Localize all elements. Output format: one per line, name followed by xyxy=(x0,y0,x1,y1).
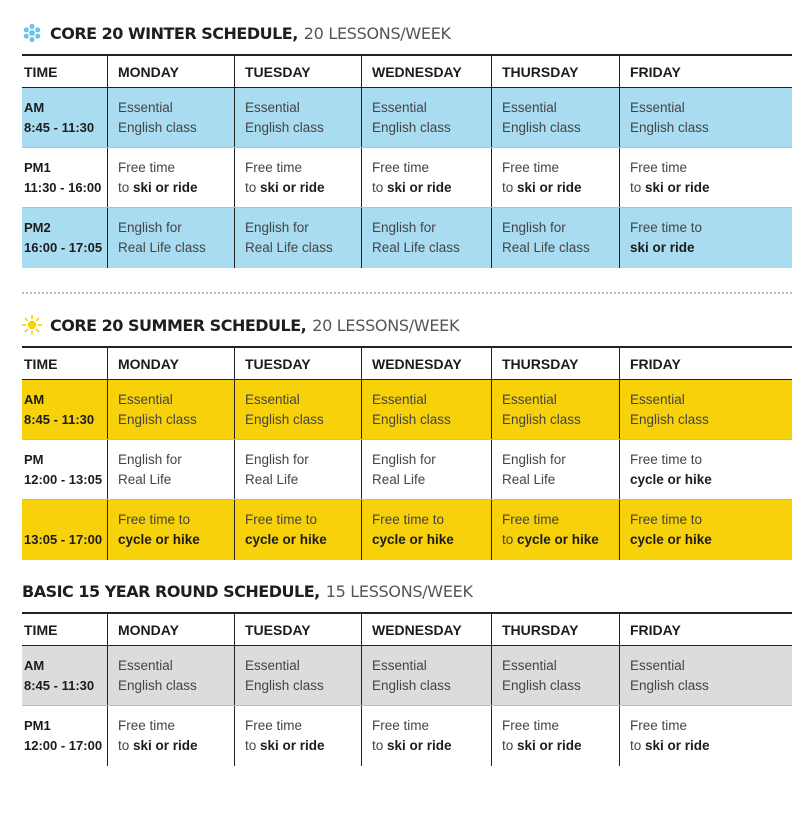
activity-highlight: cycle or hike xyxy=(630,532,712,547)
period-label: AM xyxy=(24,391,45,407)
schedule-cell xyxy=(620,646,792,705)
activity-line xyxy=(245,178,361,198)
activity-line: English class xyxy=(502,411,581,427)
activity-line xyxy=(502,736,619,756)
activity-line xyxy=(630,530,792,550)
schedule-cell xyxy=(362,500,492,560)
schedule-cell xyxy=(620,148,792,207)
schedule-cell xyxy=(108,148,235,207)
table-header-row xyxy=(22,612,792,646)
period-label: PM1 xyxy=(24,159,51,175)
schedule-cell xyxy=(235,380,362,439)
activity-line xyxy=(630,178,792,198)
time-range: 8:45 - 11:30 xyxy=(24,411,95,427)
time-range: 11:30 - 16:00 xyxy=(24,179,102,195)
time-range: 12:00 - 13:05 xyxy=(24,471,103,487)
activity-line: Real Life xyxy=(502,471,556,487)
activity-highlight: ski or ride xyxy=(517,179,582,195)
winter-schedule-table xyxy=(22,54,792,268)
period-label: PM2 xyxy=(24,220,51,235)
table-row xyxy=(22,500,792,560)
activity-line: Free time xyxy=(630,159,688,175)
activity-line: Essential xyxy=(502,391,557,407)
activity-line: Real Life xyxy=(245,471,299,487)
activity-highlight: ski or ride xyxy=(517,738,582,753)
time-range: 13:05 - 17:00 xyxy=(24,532,103,547)
activity-line: Essential xyxy=(630,391,685,407)
schedule-cell xyxy=(620,500,792,560)
activity-line: English class xyxy=(245,411,324,427)
activity-line: Free time to xyxy=(372,512,445,527)
schedule-cell xyxy=(620,706,792,766)
activity-line xyxy=(245,530,361,550)
summer-schedule-table xyxy=(22,346,792,560)
activity-line: Essential xyxy=(630,657,685,673)
activity-line: English for xyxy=(502,220,566,235)
schedule-cell xyxy=(235,646,362,705)
activity-line: English for xyxy=(245,451,309,467)
activity-line: Free time to xyxy=(118,512,191,527)
activity-prefix: to xyxy=(502,179,518,195)
schedule-cell xyxy=(620,208,792,268)
table-row xyxy=(22,88,792,148)
activity-line: Free time xyxy=(372,718,430,733)
activity-line xyxy=(502,530,619,550)
activity-line: Real Life xyxy=(372,471,426,487)
activity-line: English for xyxy=(372,220,436,235)
summer-title: CORE 20 SUMMER SCHEDULE, xyxy=(50,315,307,335)
activity-line: Essential xyxy=(118,391,173,407)
activity-line: Essential xyxy=(372,99,427,115)
basic-heading xyxy=(22,578,473,604)
table-row xyxy=(22,646,792,706)
activity-line xyxy=(118,178,234,198)
column-header: TUESDAY xyxy=(235,348,362,379)
activity-line: English class xyxy=(630,677,709,693)
table-row xyxy=(22,380,792,440)
schedule-cell xyxy=(620,440,792,499)
period-label: AM xyxy=(24,657,45,673)
activity-line: English for xyxy=(118,220,182,235)
schedule-cell xyxy=(362,646,492,705)
activity-line: Free time to xyxy=(630,220,703,235)
activity-line: English class xyxy=(118,411,197,427)
activity-line: English class xyxy=(372,119,451,135)
activity-line: Real Life class xyxy=(245,240,333,255)
activity-highlight: ski or ride xyxy=(645,738,710,753)
activity-line: English class xyxy=(502,677,581,693)
schedule-cell xyxy=(108,440,235,499)
activity-prefix: to xyxy=(245,179,261,195)
schedule-cell xyxy=(492,440,620,499)
schedule-cell xyxy=(362,380,492,439)
activity-prefix: to xyxy=(502,532,518,547)
schedule-cell xyxy=(492,208,620,268)
activity-line: Free time xyxy=(245,159,303,175)
schedule-cell xyxy=(492,88,620,147)
activity-highlight: ski or ride xyxy=(133,738,198,753)
schedule-cell xyxy=(492,706,620,766)
activity-highlight: ski or ride xyxy=(387,738,452,753)
schedule-cell xyxy=(108,500,235,560)
activity-line xyxy=(372,178,491,198)
activity-line: Real Life class xyxy=(372,240,460,255)
column-header: MONDAY xyxy=(108,348,235,379)
activity-line: Essential xyxy=(372,391,427,407)
time-range: 8:45 - 11:30 xyxy=(24,119,95,135)
activity-line: Free time xyxy=(502,512,560,527)
section-divider xyxy=(22,292,792,294)
period-label: AM xyxy=(24,99,45,115)
activity-highlight: ski or ride xyxy=(387,179,452,195)
activity-line: English for xyxy=(245,220,309,235)
activity-line: Free time xyxy=(630,718,688,733)
column-header: THURSDAY xyxy=(492,56,620,87)
schedule-cell xyxy=(492,500,620,560)
activity-highlight: cycle or hike xyxy=(245,532,327,547)
basic-title: BASIC 15 YEAR ROUND SCHEDULE, xyxy=(22,581,320,601)
activity-line: English class xyxy=(118,677,197,693)
schedule-cell xyxy=(620,380,792,439)
time-cell xyxy=(22,208,108,268)
activity-line: Free time xyxy=(118,718,176,733)
time-cell xyxy=(22,500,108,560)
activity-line: Free time xyxy=(502,159,560,175)
activity-highlight: ski or ride xyxy=(630,240,695,255)
table-header-row xyxy=(22,54,792,88)
activity-line xyxy=(372,736,491,756)
activity-line: Essential xyxy=(245,99,300,115)
time-range: 16:00 - 17:05 xyxy=(24,240,103,255)
schedule-cell xyxy=(492,148,620,207)
activity-line: English class xyxy=(245,677,324,693)
column-header: TIME xyxy=(22,56,108,87)
activity-line xyxy=(630,736,792,756)
activity-line: Real Life class xyxy=(118,240,206,255)
activity-line: English class xyxy=(118,119,197,135)
summer-heading xyxy=(22,312,459,338)
activity-line: Essential xyxy=(502,99,557,115)
schedule-cell xyxy=(620,88,792,147)
activity-highlight: ski or ride xyxy=(645,179,710,195)
sun-icon xyxy=(22,315,42,335)
activity-line: English class xyxy=(372,677,451,693)
activity-highlight: ski or ride xyxy=(260,179,325,195)
period-label xyxy=(24,510,107,530)
schedule-cell xyxy=(235,208,362,268)
activity-line xyxy=(372,530,491,550)
activity-line: Essential xyxy=(118,99,173,115)
column-header: FRIDAY xyxy=(630,355,681,372)
activity-line xyxy=(118,736,234,756)
basic-schedule-table xyxy=(22,612,792,766)
time-cell xyxy=(22,148,108,207)
activity-line: English for xyxy=(502,451,566,467)
time-range: 12:00 - 17:00 xyxy=(24,738,103,753)
column-header: FRIDAY xyxy=(630,63,681,80)
activity-prefix: to xyxy=(372,738,388,753)
activity-line: English class xyxy=(630,411,709,427)
winter-subtitle: 20 LESSONS/WEEK xyxy=(303,23,451,43)
table-row xyxy=(22,440,792,500)
period-label: PM1 xyxy=(24,718,51,733)
activity-line: Free time to xyxy=(245,512,318,527)
activity-highlight: cycle or hike xyxy=(372,532,454,547)
activity-line xyxy=(245,736,361,756)
activity-highlight: ski or ride xyxy=(260,738,325,753)
activity-line: English class xyxy=(630,119,709,135)
activity-line: English for xyxy=(372,451,436,467)
activity-line: Real Life class xyxy=(502,240,590,255)
table-row xyxy=(22,706,792,766)
winter-title: CORE 20 WINTER SCHEDULE, xyxy=(50,23,298,43)
table-row xyxy=(22,148,792,208)
activity-line: Essential xyxy=(630,99,685,115)
activity-line: Essential xyxy=(372,657,427,673)
column-header: MONDAY xyxy=(108,56,235,87)
column-header: MONDAY xyxy=(108,614,235,645)
schedule-cell xyxy=(362,148,492,207)
schedule-cell xyxy=(108,88,235,147)
activity-line: Free time xyxy=(372,159,430,175)
schedule-cell xyxy=(362,440,492,499)
schedule-cell xyxy=(362,706,492,766)
activity-prefix: to xyxy=(118,179,134,195)
schedule-cell xyxy=(108,646,235,705)
schedule-cell xyxy=(492,380,620,439)
activity-prefix: to xyxy=(630,738,646,753)
column-header: WEDNESDAY xyxy=(362,614,492,645)
activity-line: Free time to xyxy=(630,451,703,467)
activity-line xyxy=(118,530,234,550)
schedule-cell xyxy=(108,380,235,439)
column-header: THURSDAY xyxy=(492,348,620,379)
time-cell xyxy=(22,380,108,439)
schedule-cell xyxy=(108,706,235,766)
schedule-cell xyxy=(492,646,620,705)
activity-line: English for xyxy=(118,451,182,467)
activity-line xyxy=(630,470,792,490)
schedule-cell xyxy=(362,88,492,147)
activity-line xyxy=(502,178,619,198)
time-cell xyxy=(22,706,108,766)
activity-highlight: cycle or hike xyxy=(630,471,712,487)
schedule-cell xyxy=(235,500,362,560)
column-header: TUESDAY xyxy=(235,56,362,87)
time-cell xyxy=(22,440,108,499)
activity-highlight: cycle or hike xyxy=(118,532,200,547)
column-header: THURSDAY xyxy=(492,614,620,645)
column-header: TUESDAY xyxy=(235,614,362,645)
schedule-cell xyxy=(235,706,362,766)
activity-line: Essential xyxy=(245,391,300,407)
activity-line: Free time xyxy=(502,718,560,733)
column-header: TIME xyxy=(22,614,108,645)
basic-subtitle: 15 LESSONS/WEEK xyxy=(325,581,473,601)
activity-prefix: to xyxy=(630,179,646,195)
schedule-cell xyxy=(235,88,362,147)
activity-prefix: to xyxy=(372,179,388,195)
time-cell xyxy=(22,88,108,147)
activity-line: Essential xyxy=(502,657,557,673)
activity-prefix: to xyxy=(245,738,261,753)
schedule-cell xyxy=(235,440,362,499)
activity-line: English class xyxy=(502,119,581,135)
activity-line: English class xyxy=(372,411,451,427)
column-header: WEDNESDAY xyxy=(362,348,492,379)
period-label: PM xyxy=(24,451,44,467)
schedule-cell xyxy=(108,208,235,268)
activity-line: Free time to xyxy=(630,512,703,527)
activity-highlight: ski or ride xyxy=(133,179,198,195)
column-header: TIME xyxy=(22,348,108,379)
schedule-cell xyxy=(362,208,492,268)
summer-subtitle: 20 LESSONS/WEEK xyxy=(312,315,460,335)
time-range: 8:45 - 11:30 xyxy=(24,677,95,693)
column-header: WEDNESDAY xyxy=(362,56,492,87)
snowflake-icon xyxy=(22,23,42,43)
time-cell xyxy=(22,646,108,705)
table-header-row xyxy=(22,346,792,380)
activity-line xyxy=(630,238,792,258)
activity-highlight: cycle or hike xyxy=(517,532,599,547)
schedule-cell xyxy=(235,148,362,207)
activity-prefix: to xyxy=(502,738,518,753)
activity-line: Free time xyxy=(245,718,303,733)
activity-prefix: to xyxy=(118,738,134,753)
table-row xyxy=(22,208,792,268)
activity-line: English class xyxy=(245,119,324,135)
activity-line: Free time xyxy=(118,159,176,175)
activity-line: Real Life xyxy=(118,471,172,487)
activity-line: Essential xyxy=(245,657,300,673)
activity-line: Essential xyxy=(118,657,173,673)
winter-heading xyxy=(22,20,451,46)
column-header: FRIDAY xyxy=(630,621,681,638)
